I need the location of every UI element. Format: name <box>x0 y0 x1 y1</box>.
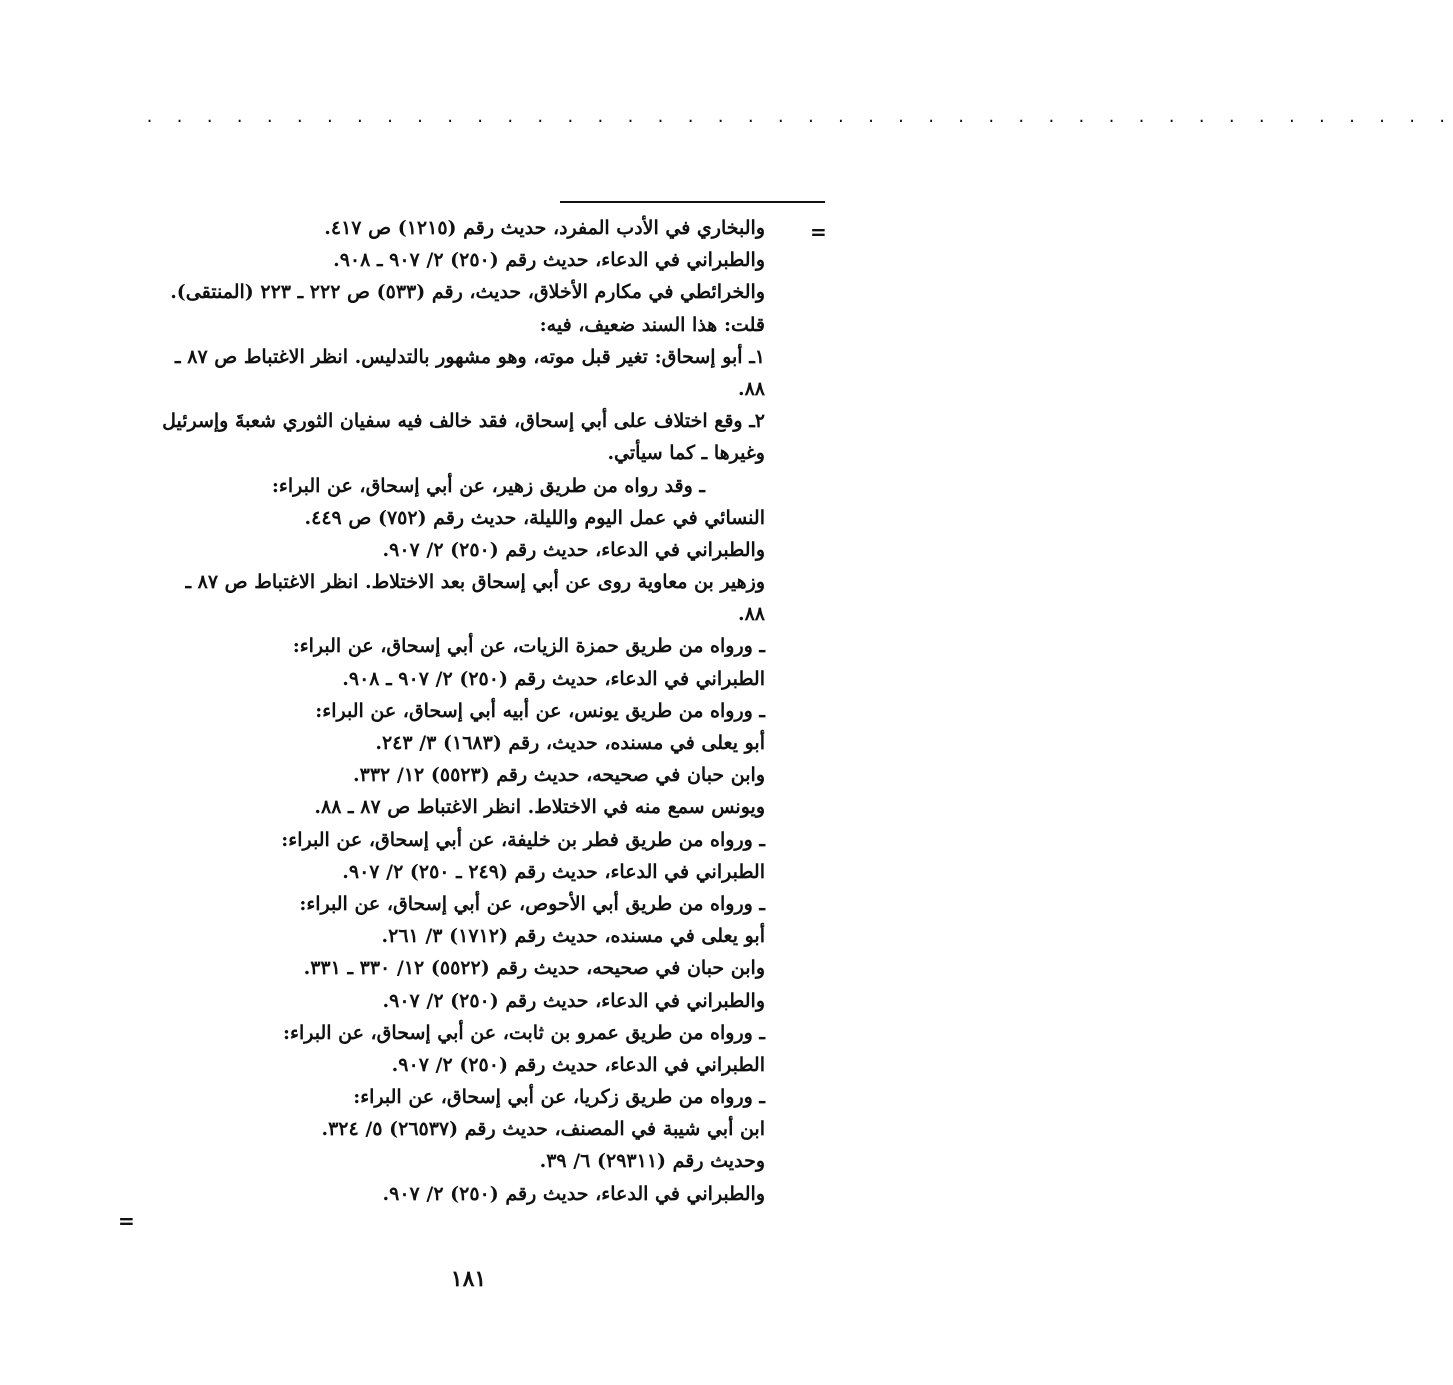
footnote-line: ٨٨. <box>737 603 765 626</box>
footnote-line: وابن حبان في صحيحه، حديث رقم (٥٥٢٣) ١٢/ ٣٣٢. <box>353 764 765 787</box>
footnote-line: ـ ورواه من طريق حمزة الزيات، عن أبي إسحاق، عن البراء: <box>292 635 765 658</box>
header-dotted-line: . . . . . . . . . . . . . . . . . . . . . . . . . . . . . . . . . . . . . . . . . . . . <box>145 108 1453 126</box>
footnote-line: والطبراني في الدعاء، حديث رقم (٢٥٠) ٢/ ٩٠٧ ـ ٩٠٨. <box>333 249 765 272</box>
footnote-line: ـ ورواه من طريق عمرو بن ثابت، عن أبي إسحاق، عن البراء: <box>283 1021 765 1044</box>
footnote-line: ٨٨. <box>737 377 765 400</box>
footnote-block <box>125 212 765 1210</box>
footnote-line: والخرائطي في مكارم الأخلاق، حديث، رقم (٥٣٣) ص ٢٢٢ ـ ٢٢٣ (المنتقى). <box>170 281 765 304</box>
footnote-line: ـ ورواه من طريق أبي الأحوص، عن أبي إسحاق، عن البراء: <box>299 892 765 915</box>
footnote-line: ٢ـ وقع اختلاف على أبي إسحاق، فقد خالف فيه سفيان الثوري شعبةَ وإسرئيل <box>162 410 765 433</box>
page-number: ١٨١ <box>450 1266 487 1292</box>
footnote-line: قلت: هذا السند ضعيف، فيه: <box>539 313 765 336</box>
continuation-mark-bottom: = <box>118 1209 135 1233</box>
footnote-line: وغيرها ـ كما سيأتي. <box>607 442 765 465</box>
footnote-line: أبو يعلى في مسنده، حديث رقم (١٧١٢) ٣/ ٢٦١. <box>381 925 765 948</box>
footnote-line: ابن أبي شيبة في المصنف، حديث رقم (٢٦٥٣٧) ٥/ ٣٢٤. <box>321 1118 765 1141</box>
footnote-line: ـ وقد رواه من طريق زهير، عن أبي إسحاق، عن البراء: <box>271 474 705 497</box>
footnote-line: ـ ورواه من طريق فطر بن خليفة، عن أبي إسحاق، عن البراء: <box>281 828 765 851</box>
footnote-line: الطبراني في الدعاء، حديث رقم (٢٥٠) ٢/ ٩٠٧. <box>391 1053 765 1076</box>
footnote-line: والطبراني في الدعاء، حديث رقم (٢٥٠) ٢/ ٩٠٧. <box>382 1182 765 1205</box>
footnote-line: الطبراني في الدعاء، حديث رقم (٢٥٠) ٢/ ٩٠٧ ـ ٩٠٨. <box>342 667 765 690</box>
footnote-line: والطبراني في الدعاء، حديث رقم (٢٥٠) ٢/ ٩٠٧. <box>382 989 765 1012</box>
footnote-line: وابن حبان في صحيحه، حديث رقم (٥٥٢٢) ١٢/ ٣٣٠ ـ ٣٣١. <box>303 957 765 980</box>
continuation-mark-top: = <box>810 220 827 244</box>
footnote-line: النسائي في عمل اليوم والليلة، حديث رقم (٧٥٢) ص ٤٤٩. <box>304 506 765 529</box>
footnote-line: ويونس سمع منه في الاختلاط. انظر الاغتباط ص ٨٧ ـ ٨٨. <box>314 796 765 819</box>
footnote-line: ١ـ أبو إسحاق: تغير قبل موته، وهو مشهور بالتدليس. انظر الاغتباط ص ٨٧ ـ <box>175 345 765 368</box>
footnote-line: ـ ورواه من طريق يونس، عن أبيه أبي إسحاق، عن البراء: <box>315 699 765 722</box>
footnote-line: والطبراني في الدعاء، حديث رقم (٢٥٠) ٢/ ٩٠٧. <box>382 538 765 561</box>
footnote-line: وزهير بن معاوية روى عن أبي إسحاق بعد الاختلاط. انظر الاغتباط ص ٨٧ ـ <box>185 571 765 594</box>
footnote-separator-rule <box>560 201 825 203</box>
footnote-line: أبو يعلى في مسنده، حديث، رقم (١٦٨٣) ٣/ ٢٤٣. <box>375 732 765 754</box>
footnote-line: وحديث رقم (٢٩٣١١) ٦/ ٣٩. <box>539 1150 765 1173</box>
footnote-line: والبخاري في الأدب المفرد، حديث رقم (١٢١٥) ص ٤١٧. <box>324 217 765 239</box>
footnote-line: ـ ورواه من طريق زكريا، عن أبي إسحاق، عن البراء: <box>353 1086 765 1109</box>
footnote-line: الطبراني في الدعاء، حديث رقم (٢٤٩ ـ ٢٥٠) ٢/ ٩٠٧. <box>342 860 765 883</box>
